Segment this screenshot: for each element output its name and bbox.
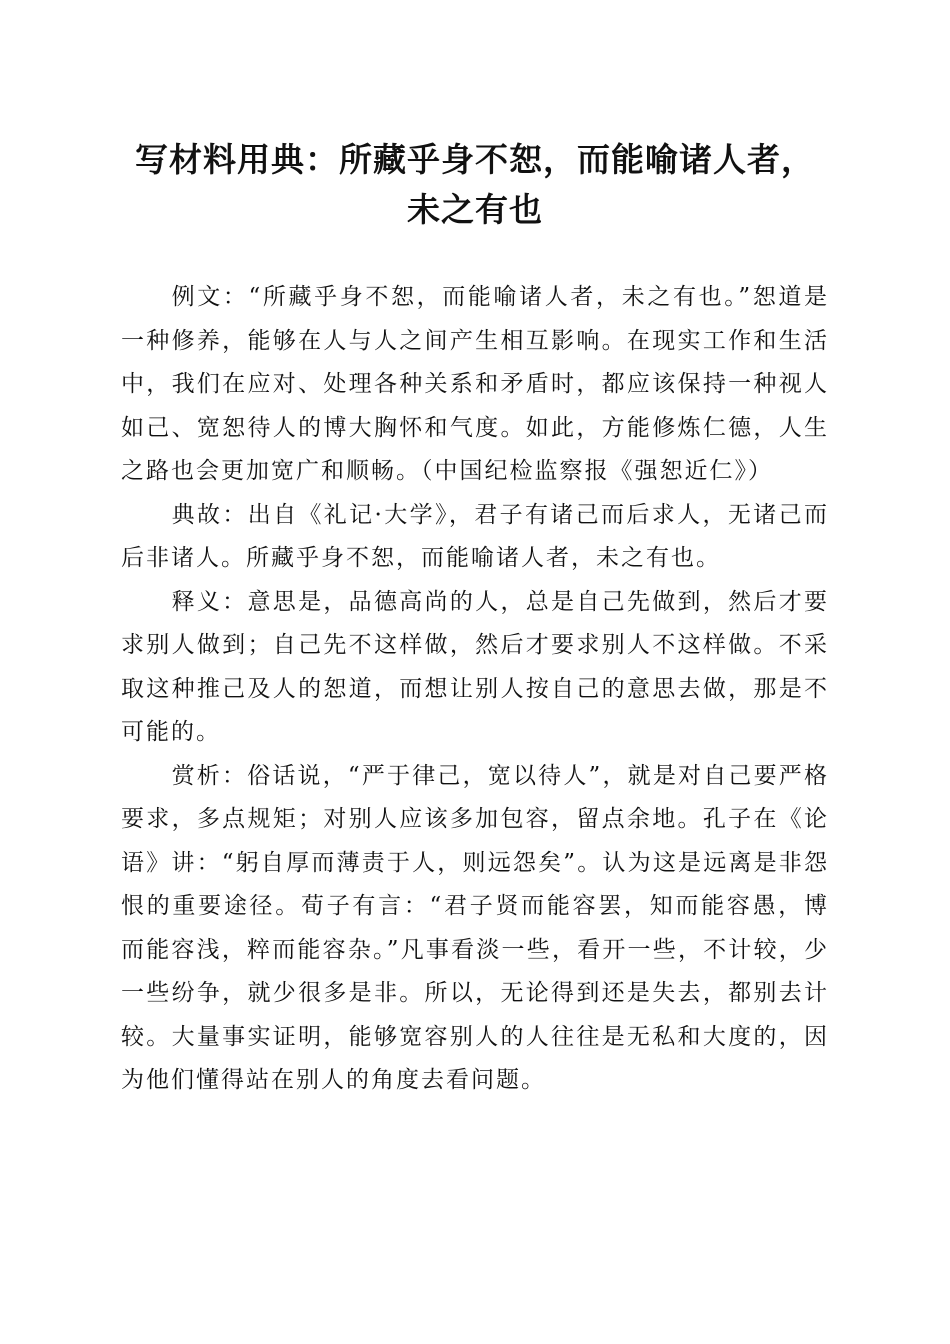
page-title bbox=[90, 135, 860, 235]
title-line-1: 写材料用典：所藏乎身不恕，而能喻诸人者， bbox=[135, 140, 815, 179]
document-body bbox=[121, 276, 829, 1103]
paragraph-interpretation: 释义：意思是，品德高尚的人，总是自己先做到，然后才要求别人做到；自己先不这样做，然后才要求别人不这样做。不采取这种推己及人的恕道，而想让别人按自己的意思去做，那是不可能的。 bbox=[121, 588, 829, 745]
paragraph-allusion: 典故：出自《礼记·大学》，君子有诸己而后求人，无诸己而后非诸人。所藏乎身不恕，而能喻诸人者，未之有也。 bbox=[121, 501, 829, 571]
title-line-2: 未之有也 bbox=[407, 190, 543, 229]
paragraph-example: 例文：“所藏乎身不恕，而能喻诸人者，未之有也。”恕道是一种修养，能够在人与人之间产生相互影响。在现实工作和生活中，我们在应对、处理各种关系和矛盾时，都应该保持一种视人如己、宽恕待人的博大胸怀和气度。如此，方能修炼仁德，人生之路也会更加宽广和顺畅。（中国纪检监察报《强恕近仁》） bbox=[121, 284, 829, 484]
paragraph-appreciation: 赏析：俗话说，“严于律己，宽以待人”，就是对自己要严格要求，多点规矩；对别人应该多加包容，留点余地。孔子在《论语》讲：“躬自厚而薄责于人，则远怨矣”。认为这是远离是非怨恨的重要途径。荀子有言：“君子贤而能容罢，知而能容愚，博而能容浅，粹而能容杂。”凡事看淡一些，看开一些，不计较，少一些纷争，就少很多是非。所以，无论得到还是失去，都别去计较。大量事实证明，能够宽容别人的人往往是无私和大度的，因为他们懂得站在别人的角度去看问题。 bbox=[121, 762, 829, 1093]
